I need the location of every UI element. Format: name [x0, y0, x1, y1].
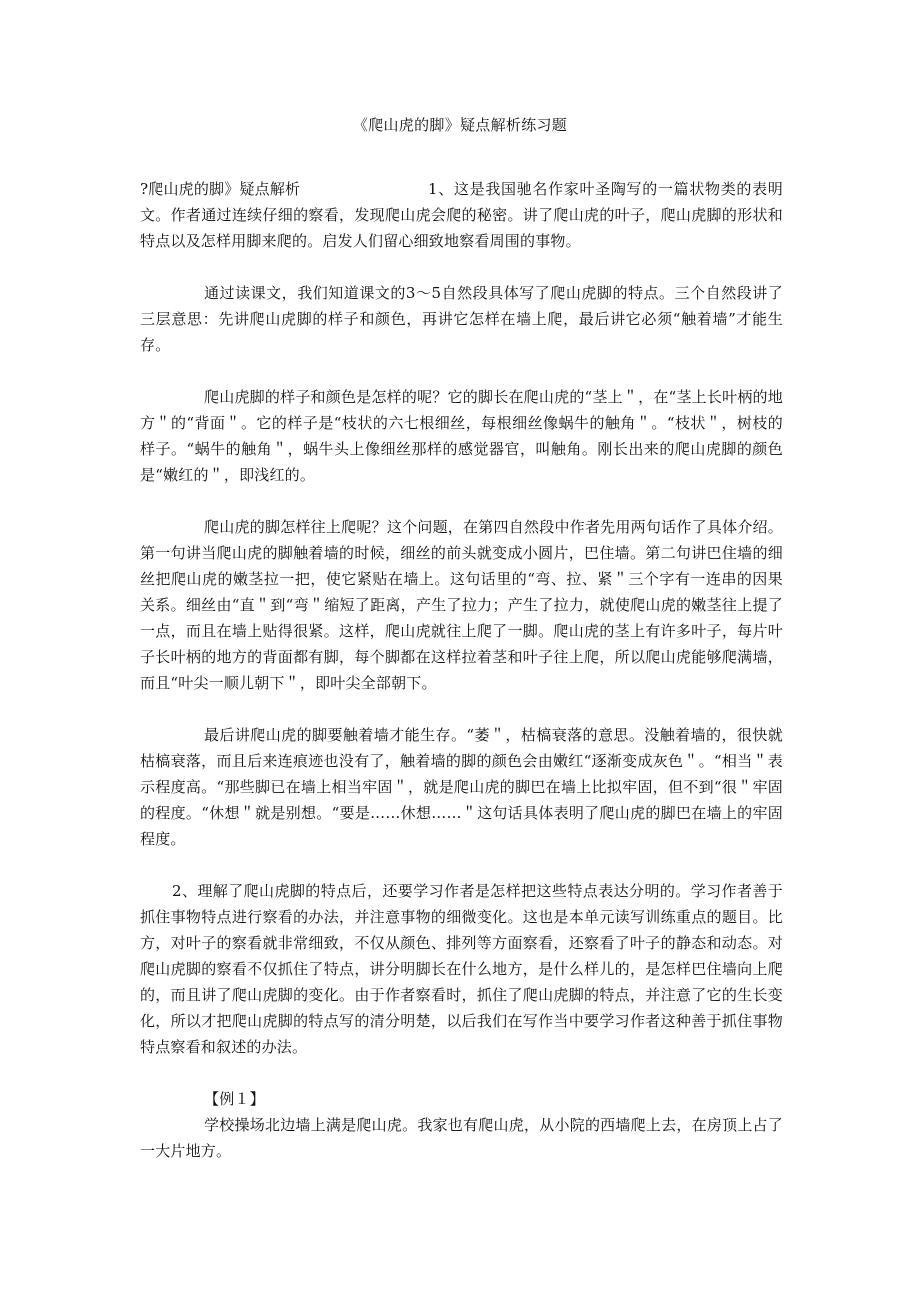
paragraph-1: [140, 176, 783, 254]
example-paragraph: 学校操场北边墙上满是爬山虎。我家也有爬山虎，从小院的西墙爬上去，在房顶上占了一大片地方。: [140, 1116, 783, 1160]
paragraph-3: 爬山虎脚的样子和颜色是怎样的呢？它的脚长在爬山虎的“茎上＂，在“茎上长叶柄的地方＂的“背面＂。它的样子是“枝状的六七根细丝，每根细丝像蜗牛的触角＂。“枝状＂，树枝的样子。“蜗牛的触角＂，蜗牛头上像细丝那样的感觉器官，叫触角。刚长出来的爬山虎脚的颜色是“嫩红的＂，即浅红的。: [140, 388, 783, 484]
paragraph-4: 爬山虎的脚怎样往上爬呢？这个问题，在第四自然段中作者先用两句话作了具体介绍。第一句讲当爬山虎的脚触着墙的时候，细丝的前头就变成小圆片，巴住墙。第二句讲巴住墙的细丝把爬山虎的嫩茎拉一把，使它紧贴在墙上。这句话里的“弯、拉、紧＂三个字有一连串的因果关系。细丝由“直＂到“弯＂缩短了距离，产生了拉力；产生了拉力，就使爬山虎的嫩茎往上提了一点，而且在墙上贴得很紧。这样，爬山虎就往上爬了一脚。爬山虎的茎上有许多叶子，每片叶子长叶柄的地方的背面都有脚，每个脚都在这样拉着茎和叶子往上爬，所以爬山虎能够爬满墙，而且“叶尖一顺儿朝下＂，即叶尖全部朝下。: [140, 518, 783, 692]
document-title: 《爬山虎的脚》疑点解析练习题: [352, 116, 568, 134]
paragraph-1-text: 1、这是我国驰名作家叶圣陶写的一篇状物类的表明文。作者通过连续仔细的察看，发现爬山虎会爬的秘密。讲了爬山虎的叶子，爬山虎脚的形状和特点以及怎样用脚来爬的。启发人们留心细致地察看周围的事物。: [140, 180, 783, 250]
paragraph-2: 通过读课文，我们知道课文的3～5自然段具体写了爬山虎脚的特点。三个自然段讲了三层意思：先讲爬山虎脚的样子和颜色，再讲它怎样在墙上爬，最后讲它必须“触着墙”才能生存。: [140, 284, 783, 354]
document-body: [140, 176, 783, 1164]
paragraph-5: 最后讲爬山虎的脚要触着墙才能生存。“萎＂，枯槁衰落的意思。没触着墙的，很快就枯槁衰落，而且后来连痕迹也没有了，触着墙的脚的颜色会由嫩红“逐渐变成灰色＂。“相当＂表示程度高。“那些脚已在墙上相当牢固＂，就是爬山虎的脚巴在墙上比拟牢固，但不到“很＂牢固的程度。“休想＂就是别想。“要是……休想……＂这句话具体表明了爬山虎的脚巴在墙上的牢固程度。: [140, 726, 783, 848]
lead-label: ?爬山虎的脚》疑点解析: [140, 180, 301, 198]
paragraph-6: 2、理解了爬山虎脚的特点后，还要学习作者是怎样把这些特点表达分明的。学习作者善于抓住事物特点进行察看的办法，并注意事物的细微变化。这也是本单元读写训练重点的题目。比方，对叶子的察看就非常细致，不仅从颜色、排列等方面察看，还察看了叶子的静态和动态。对爬山虎脚的察看不仅抓住了特点，讲分明脚长在什么地方，是什么样儿的，是怎样巴住墙向上爬的，而且讲了爬山虎脚的变化。由于作者察看时，抓住了爬山虎脚的特点，并注意了它的生长变化，所以才把爬山虎脚的特点写的清分明楚，以后我们在写作当中要学习作者这种善于抓住事物特点察看和叙述的办法。: [140, 882, 783, 1056]
example-label: 【例１】: [204, 1090, 265, 1108]
